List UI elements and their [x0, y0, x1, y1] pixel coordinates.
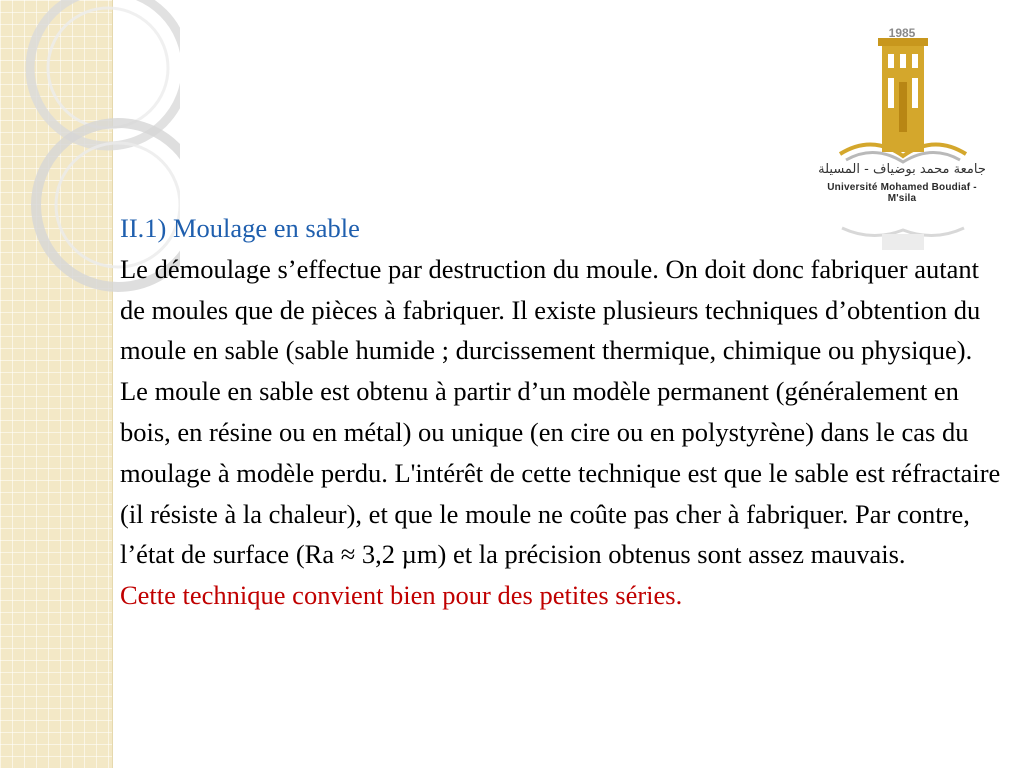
slide-content	[120, 208, 1005, 616]
section-heading: II.1) Moulage en sable	[120, 213, 360, 243]
logo-name-latin: Université Mohamed Boudiaf - M'sila	[827, 182, 977, 204]
conclusion-text: Cette technique convient bien pour des petites séries.	[120, 580, 683, 611]
body-paragraph: Le démoulage s’effectue par destruction du moule. On doit donc fabriquer autant de moules que de pièces à fabriquer. Il existe plusieurs techniques d’obtention du moule en sable (sable humide ; durcissement thermique, chimique ou physique). Le moule en sable est obtenu à partir d’un modèle permanent (généralement en bois, en résine ou en métal) ou unique (en cire ou en polystyrène) dans le cas du moulage à modèle perdu. L'intérêt de cette technique est que le sable est réfractaire (il résiste à la chaleur), et que le moule ne coûte pas cher à fabriquer. Par contre, l’état de surface (Ra ≈ 3,2 µm) et la précision obtenus sont assez mauvais.	[120, 253, 1001, 570]
logo-year: 1985	[888, 26, 916, 40]
logo-name-arabic: جامعة محمد بوضياف - المسيلة	[818, 162, 986, 177]
